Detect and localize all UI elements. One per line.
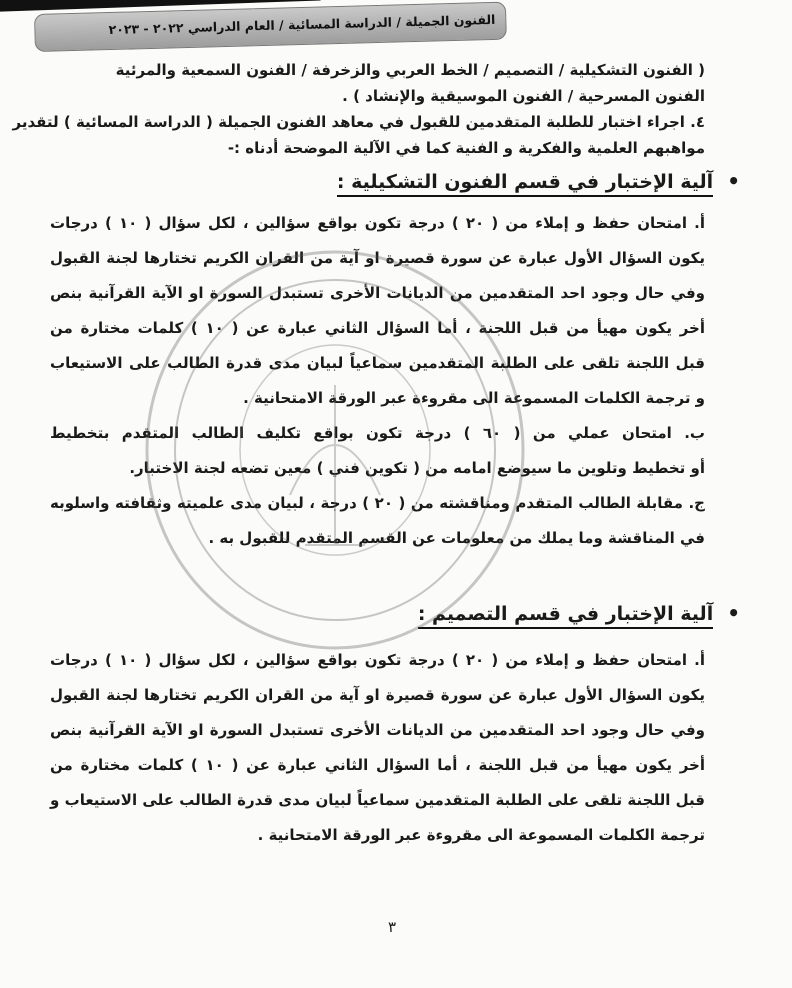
section1-line: أو تخطيط وتلوين ما سيوضع امامه من ( تكوين فني ) معين تضعه لجنة الاختبار. — [129, 459, 705, 477]
bullet-icon: • — [727, 601, 740, 625]
intro-line-2: الفنون المسرحية / الفنون الموسيقية والإنشاد ) . — [342, 87, 705, 105]
page-number: ٣ — [388, 918, 397, 936]
section2-line: وفي حال وجود احد المتقدمين من الديانات الأخرى تستبدل السورة او الآية القرآنية بنص — [50, 721, 705, 739]
section1-heading — [60, 168, 740, 195]
header-banner-text: الفنون الجميلة / الدراسة المسائية / العام الدراسي ٢٠٢٢ - ٢٠٢٣ — [108, 11, 496, 38]
section2-heading — [60, 600, 740, 627]
section2-line: أخر يكون مهيأ من قبل اللجنة ، أما السؤال الثاني عبارة عن ( ١٠ ) كلمات مختارة من — [50, 756, 706, 774]
intro-line-1: ( الفنون التشكيلية / التصميم / الخط العربي والزخرفة / الفنون السمعية والمرئية — [115, 61, 705, 79]
header-banner — [34, 2, 507, 52]
section1-line: أخر يكون مهيأ من قبل اللجنة ، أما السؤال الثاني عبارة عن ( ١٠ ) كلمات مختارة من — [50, 319, 706, 337]
section1-line: قبل اللجنة تلقى على الطلبة المتقدمين سماعياً لبيان مدى قدرة الطالب على الاستيعاب — [50, 354, 705, 372]
section1-heading-text: آلية الإختبار في قسم الفنون التشكيلية : — [337, 171, 713, 197]
section1-line: وفي حال وجود احد المتقدمين من الديانات الأخرى تستبدل السورة او الآية القرآنية بنص — [50, 284, 705, 302]
bullet-icon: • — [727, 169, 740, 193]
section2-line: يكون السؤال الأول عبارة عن سورة قصيرة او آية من القران الكريم تختارها لجنة القبول — [50, 686, 705, 704]
section1-line: و ترجمة الكلمات المسموعة الى مقروءة عبر الورقة الامتحانية . — [243, 389, 705, 407]
intro-line-3: ٤. اجراء اختبار للطلبة المتقدمين للقبول في معاهد الفنون الجميلة ( الدراسة المسائية ) لتقدير — [12, 113, 705, 131]
section2-line: أ. امتحان حفظ و إملاء من ( ٢٠ ) درجة تكون بواقع سؤالين ، لكل سؤال ( ١٠ ) درجات — [50, 651, 706, 669]
section1-line: في المناقشة وما يملك من معلومات عن القسم المتقدم للقبول به . — [208, 529, 705, 547]
intro-line-4: مواهبهم العلمية والفكرية و الفنية كما في الآلية الموضحة أدناه :- — [227, 139, 705, 157]
section1-line: ج. مقابلة الطالب المتقدم ومناقشته من ( ٢٠ ) درجة ، لبيان مدى علميته وثقافته واسلوبه — [50, 494, 705, 512]
section1-line: أ. امتحان حفظ و إملاء من ( ٢٠ ) درجة تكون بواقع سؤالين ، لكل سؤال ( ١٠ ) درجات — [50, 214, 706, 232]
section2-line: ترجمة الكلمات المسموعة الى مقروءة عبر الورقة الامتحانية . — [257, 826, 705, 844]
section1-line: يكون السؤال الأول عبارة عن سورة قصيرة او آية من القران الكريم تختارها لجنة القبول — [50, 249, 705, 267]
section1-line: ب. امتحان عملي من ( ٦٠ ) درجة تكون بواقع تكليف الطالب المتقدم بتخطيط — [50, 424, 705, 442]
section2-line: قبل اللجنة تلقى على الطلبة المتقدمين سماعياً لبيان مدى قدرة الطالب على الاستيعاب و — [50, 791, 705, 809]
official-stamp — [140, 245, 530, 655]
section2-heading-text: آلية الإختبار في قسم التصميم : — [418, 603, 713, 629]
